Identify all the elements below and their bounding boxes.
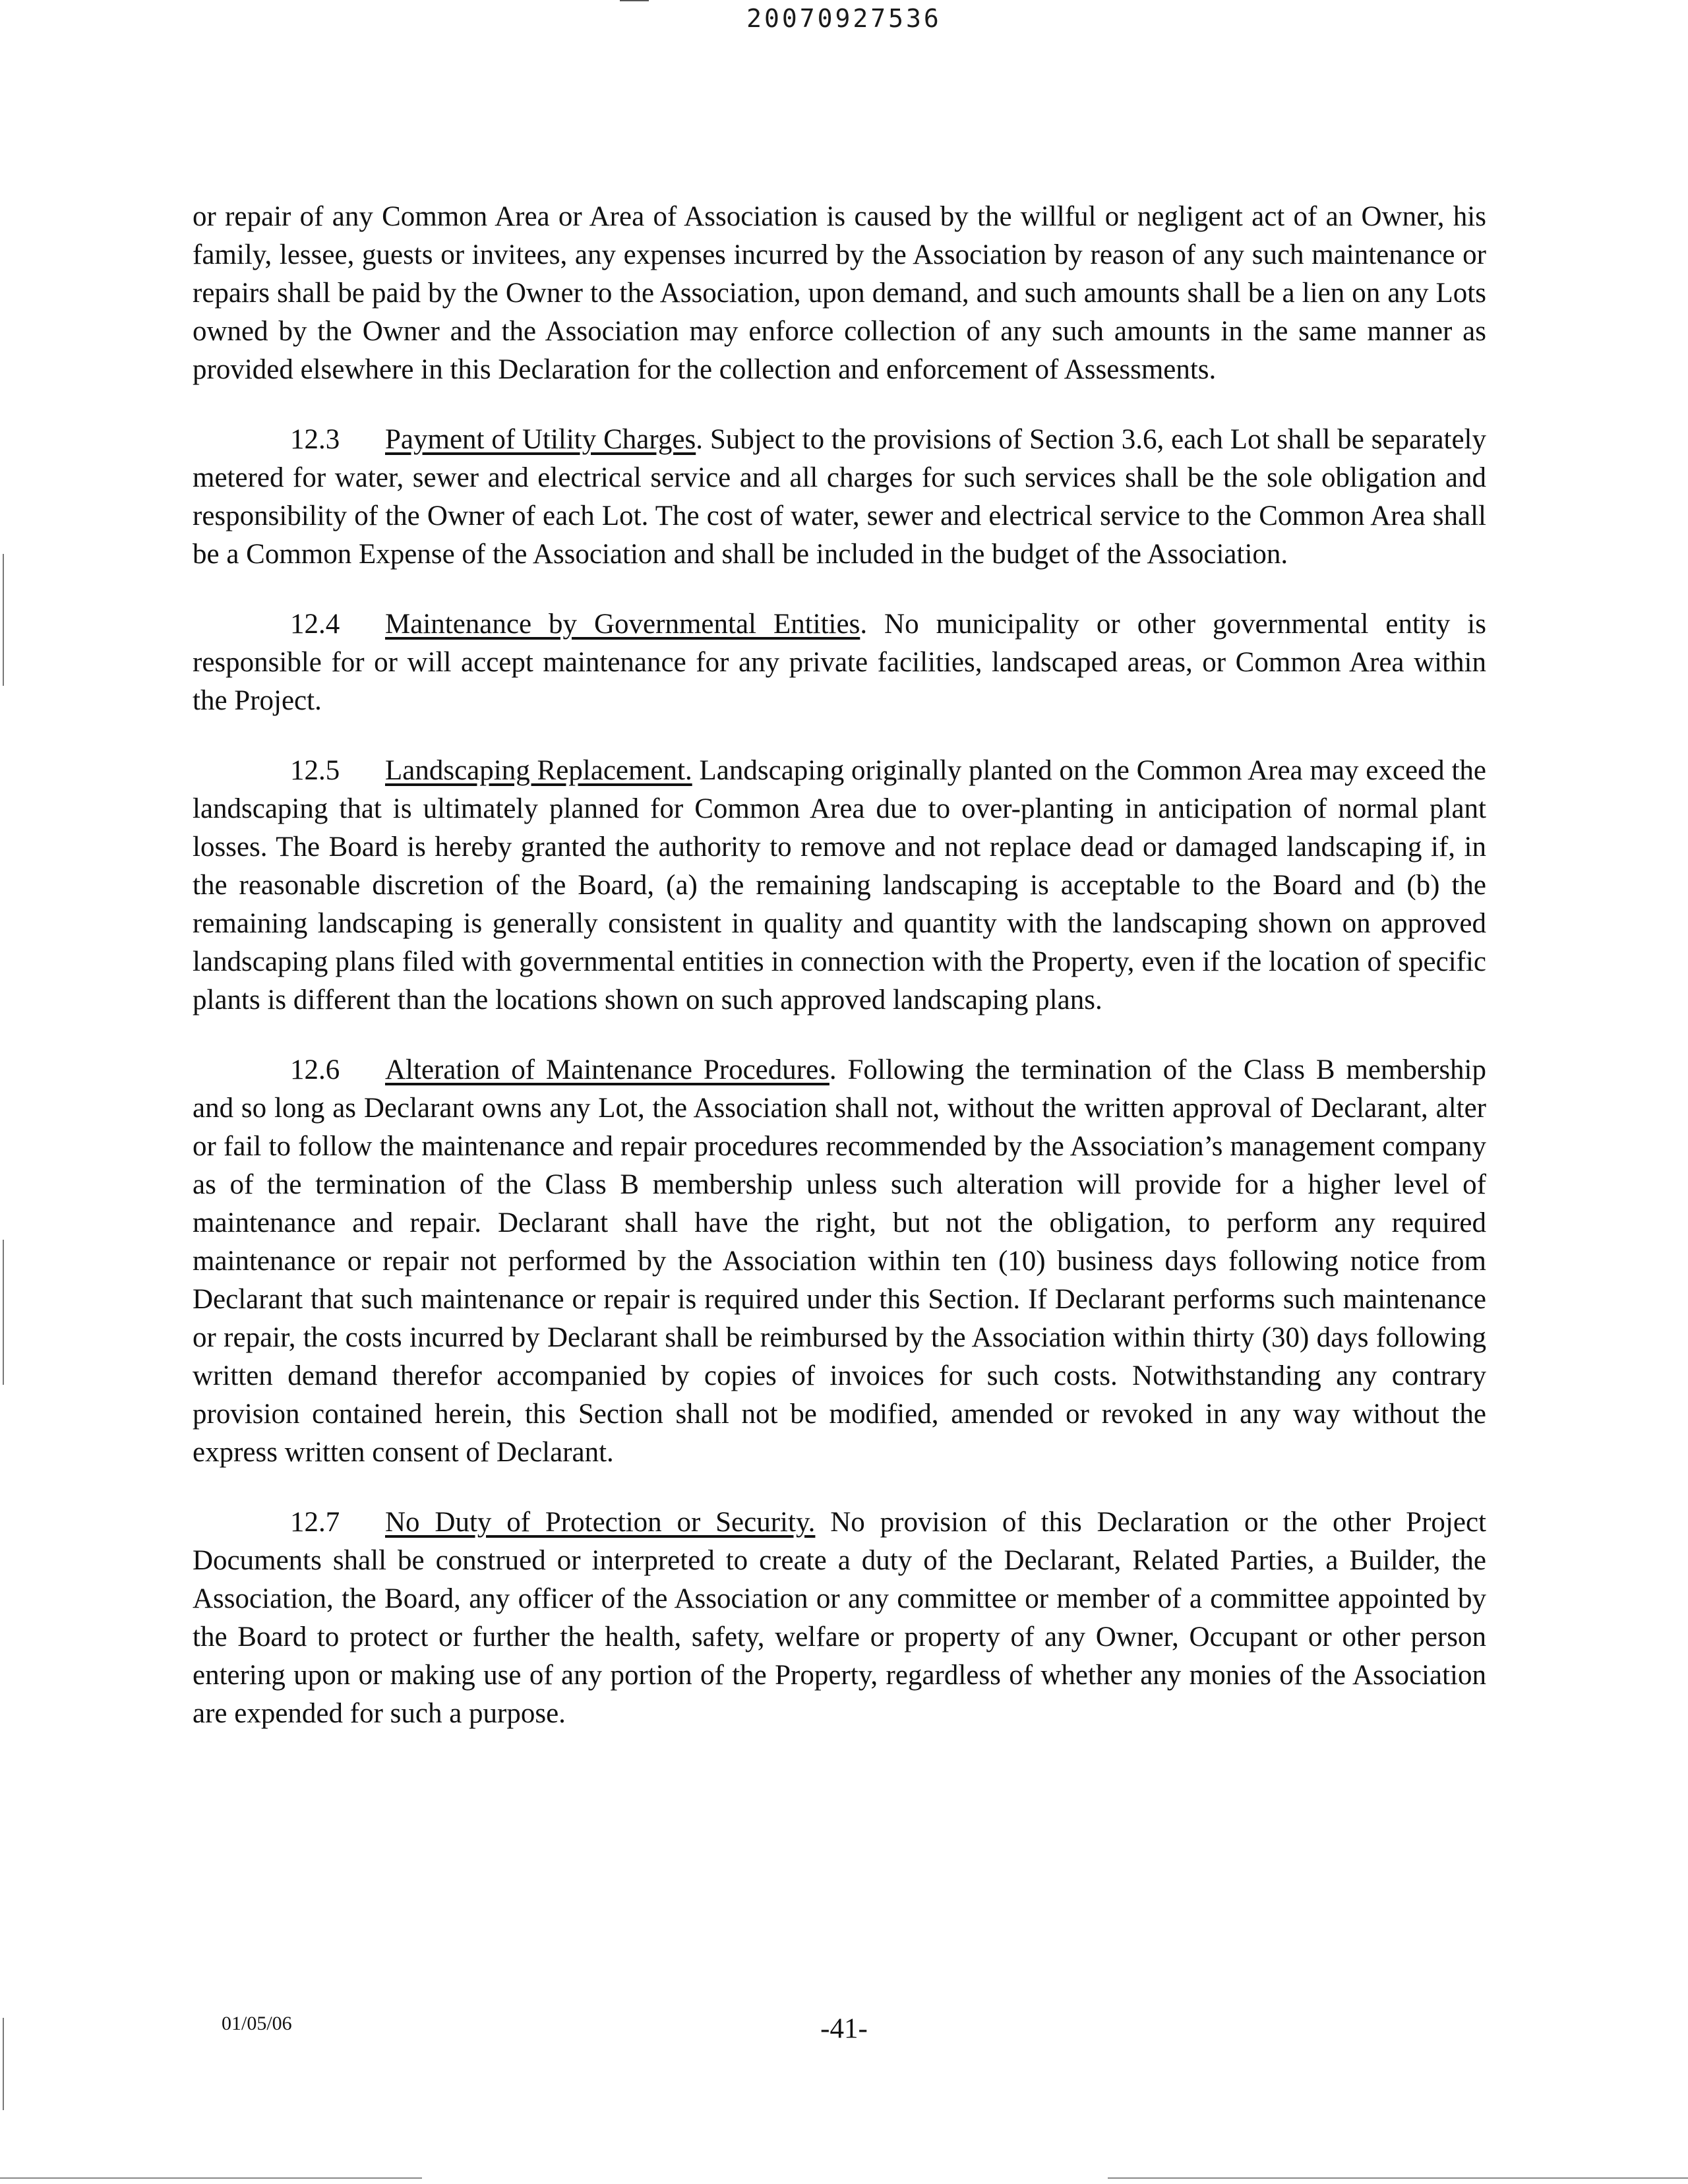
section-12-4 [193, 605, 1486, 720]
section-12-5 [193, 752, 1486, 1019]
section-heading: Alteration of Maintenance Procedures [385, 1054, 829, 1085]
scan-edge-mark [3, 2018, 4, 2110]
section-12-3 [193, 421, 1486, 574]
section-heading: Payment of Utility Charges [385, 424, 696, 455]
section-number: 12.4 [290, 609, 340, 640]
document-body [193, 198, 1486, 1765]
scan-bottom-rule [0, 2177, 422, 2179]
scan-mark [620, 0, 649, 1]
section-12-6 [193, 1051, 1486, 1472]
paragraph-text: No provision of this Declaration or the other Project Documents shall be construed or interpreted to create a duty of the Declarant, Related Parties, a Builder, the Association, the Board, any officer of the Association or any committee or member of a committee appointed by the Board to protect or further the health, safety, welfare or property of any Owner, Occupant or other person entering upon or making use of any portion of the Property, regardless of whether any monies of the Association are expended for such a purpose. [193, 1507, 1486, 1729]
paragraph-continuation [193, 198, 1486, 389]
section-number: 12.3 [290, 424, 340, 455]
scan-edge-mark [3, 554, 4, 686]
section-heading: No Duty of Protection or Security. [385, 1507, 816, 1538]
document-number: 20070927536 [746, 4, 942, 33]
paragraph-text: Landscaping originally planted on the Common Area may exceed the landscaping that is ultimately planned for Common Area due to over-planting in anticipation of normal plant losses. The Board is hereby granted the authority to remove and not replace dead or damaged landscaping if, in the reasonable discretion of the Board, (a) the remaining landscaping is acceptable to the Board and (b) the remaining landscaping is generally consistent in quality and quantity with the landscaping shown on approved landscaping plans filed with governmental entities in connection with the Property, even if the location of specific plants is different than the locations shown on such approved landscaping plans. [193, 755, 1486, 1016]
section-heading: Landscaping Replacement. [385, 755, 692, 786]
paragraph-text: or repair of any Common Area or Area of Association is caused by the willful or negligent act of an Owner, his family, lessee, guests or invitees, any expenses incurred by the Association by reason of any such maintenance or repairs shall be paid by the Owner to the Association, upon demand, and such amounts shall be a lien on any Lots owned by the Owner and the Association may enforce collection of any such amounts in the same manner as provided elsewhere in this Declaration for the collection and enforcement of Assessments. [193, 201, 1486, 385]
paragraph-text: . Subject to the provisions of Section 3.6, each Lot shall be separately metered for water, sewer and electrical service and all charges for such services shall be the sole obligation and responsibility of the Owner of each Lot. The cost of water, sewer and electrical service to the Common Area shall be a Common Expense of the Association and shall be included in the budget of the Association. [193, 424, 1487, 570]
paragraph-text: . No municipality or other governmental entity is responsible for or will accept maintenance for any private facilities, landscaped areas, or Common Area within the Project. [193, 609, 1486, 716]
section-number: 12.5 [290, 755, 340, 786]
footer-date: 01/05/06 [222, 2013, 292, 2034]
section-heading: Maintenance by Governmental Entities [385, 609, 860, 640]
scan-edge-mark [3, 1240, 4, 1385]
paragraph-text: . Following the termination of the Class B membership and so long as Declarant owns any Lot, the Association shall not, without the written approval of Declarant, alter or fail to follow the maintenance and repair procedures recommended by the Association’s management company as of the termination of the Class B membership unless such alteration will provide for a higher level of maintenance and repair. Declarant shall have the right, but not the obligation, to perform any required maintenance or repair not performed by the Association within ten (10) business days following notice from Declarant that such maintenance or repair is required under this Section. If Declarant performs such maintenance or repair, the costs incurred by Declarant shall be reimbursed by the Association within thirty (30) days following written demand therefor accompanied by copies of invoices for such costs. Notwithstanding any contrary provision contained herein, this Section shall not be modified, amended or revoked in any way without the express written consent of Declarant. [193, 1054, 1487, 1468]
section-12-7 [193, 1503, 1486, 1733]
section-number: 12.6 [290, 1054, 340, 1085]
scan-bottom-rule [1108, 2177, 1688, 2179]
page-number: -41- [820, 2013, 868, 2044]
section-number: 12.7 [290, 1507, 340, 1538]
